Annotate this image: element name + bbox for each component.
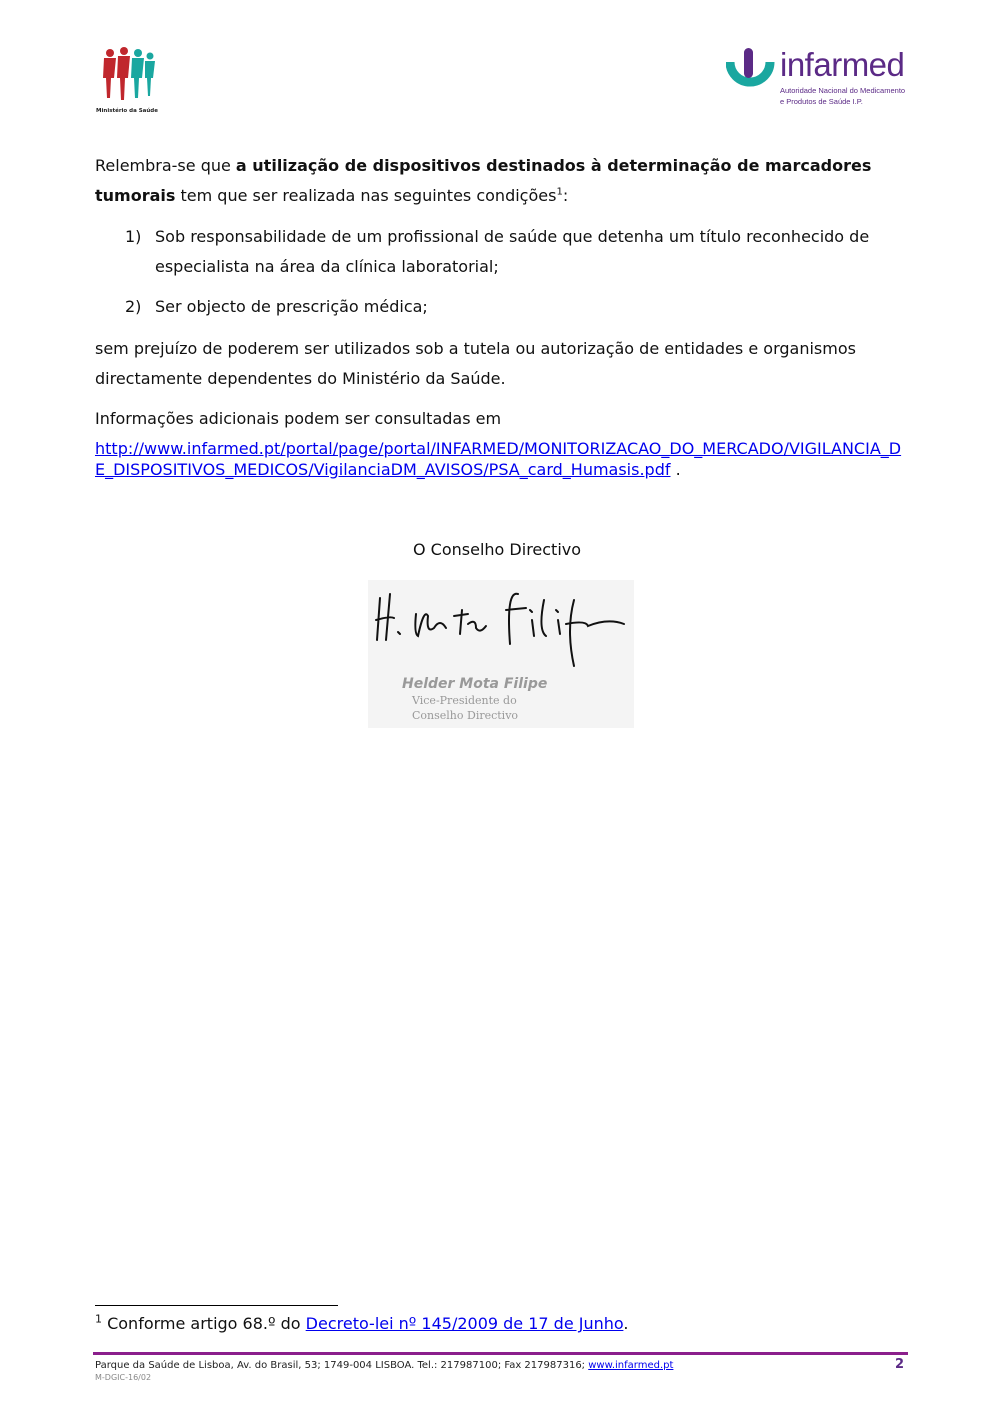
info-url-link[interactable]: http://www.infarmed.pt/portal/page/portal/INFARMED/MONITORIZACAO_DO_MERCADO/VIGILANCIA_DE_DISPOSITIVOS_MEDICOS/VigilanciaDM_AVISOS/PSA_card_Humasis.pdf [95, 439, 902, 479]
ministerio-saude-caption: Ministério da Saúde [96, 108, 158, 114]
infarmed-wordmark: infarmed [780, 46, 905, 83]
intro-text-end: tem que ser realizada nas seguintes condições [175, 186, 557, 205]
intro-paragraph [95, 151, 907, 211]
decree-link[interactable]: Decreto-lei nº 145/2009 de 17 de Junho [305, 1314, 624, 1333]
footnote [95, 1312, 629, 1336]
footer-address [95, 1360, 673, 1371]
info-url-line [95, 438, 907, 480]
intro-colon: : [562, 186, 569, 205]
footnote-separator [95, 1305, 338, 1306]
url-trailing-period: . [670, 460, 681, 479]
conditions-paragraph: sem prejuízo de poderem ser utilizados sob a tutela ou autorização de entidades e organismos directamente dependentes do Ministério da Saúde. [95, 339, 856, 388]
intro-bold-b: tumorais [95, 186, 176, 205]
footnote-reference[interactable]: 1 [556, 186, 563, 198]
footnote-text: Conforme artigo 68.º do [102, 1314, 306, 1333]
list-item-2-text: Ser objecto de prescrição médica; [155, 297, 428, 316]
stamp-role-1: Vice-Presidente do [412, 694, 517, 707]
council-name: O Conselho Directivo [413, 540, 582, 559]
infarmed-subtitle-1: Autoridade Nacional do Medicamento [780, 86, 906, 95]
footer-rule [93, 1352, 908, 1355]
list-item-2-number: 2) [125, 297, 142, 316]
document-code: M-DGIC-16/02 [95, 1373, 152, 1382]
page-number: 2 [895, 1357, 905, 1372]
list-item-1-text: Sob responsabilidade de um profissional de saúde que detenha um título reconhecido de especialista na área da clínica laboratorial; [155, 227, 870, 276]
infarmed-subtitle-2: e Produtos de Saúde I.P. [780, 97, 863, 106]
stamp-role-2: Conselho Directivo [412, 709, 519, 722]
signature-image [368, 580, 634, 728]
stamp-name: Helder Mota Filipe [402, 676, 548, 692]
more-info-paragraph: Informações adicionais podem ser consultadas em [95, 409, 502, 428]
footnote-number: 1 [95, 1312, 102, 1326]
intro-bold-a: a utilização de dispositivos destinados à determinação de marcadores [235, 156, 872, 175]
footer-address-text: Parque da Saúde de Lisboa, Av. do Brasil, 53; 1749-004 LISBOA. Tel.: 217987100; Fax 217987316; [95, 1360, 589, 1371]
footnote-period: . [623, 1314, 629, 1333]
intro-text-start: Relembra-se que [95, 156, 236, 175]
footer-site-link[interactable]: www.infarmed.pt [588, 1360, 674, 1371]
list-item-1-number: 1) [125, 227, 142, 246]
